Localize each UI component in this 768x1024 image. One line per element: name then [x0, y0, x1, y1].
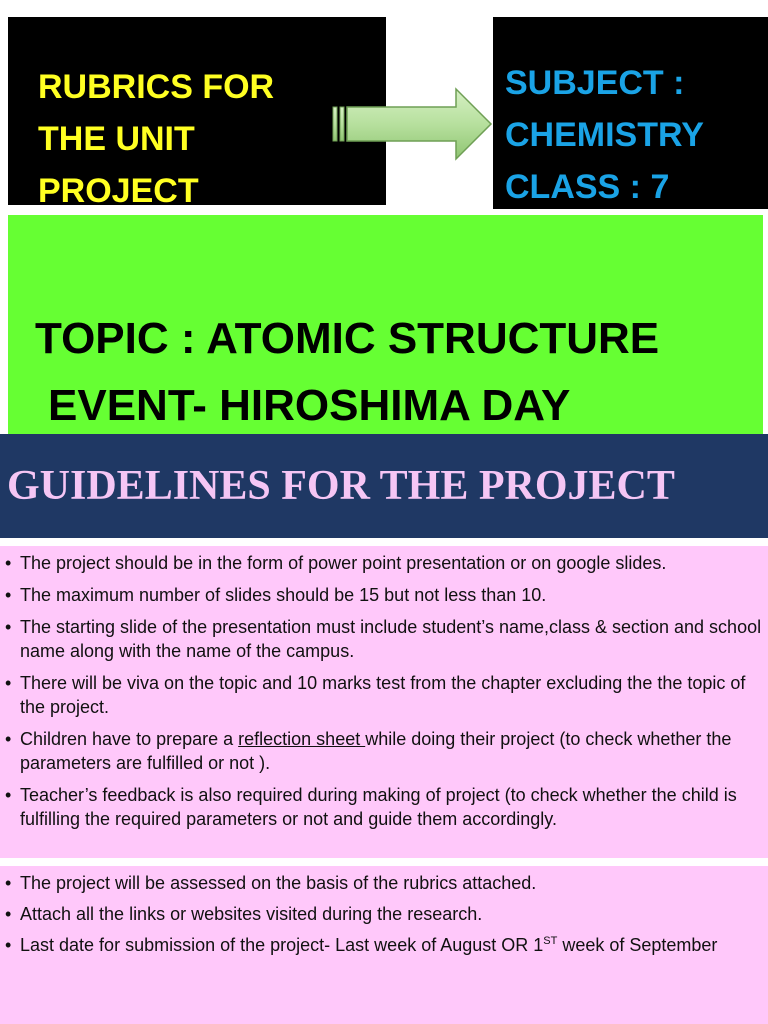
- guideline-item: • There will be viva on the topic and 10 marks test from the chapter excluding the the topic of the project.: [5, 673, 746, 717]
- guideline-item: • Last date for submission of the project- Last week of August OR 1ST week of September: [5, 935, 718, 955]
- guidelines-panel: [0, 546, 768, 858]
- guideline-item: • Teacher’s feedback is also required during making of project (to check whether the child is fulfilling the required parameters or not and guide them accordingly.: [5, 785, 737, 829]
- guideline-item: • The maximum number of slides should be 15 but not less than 10.: [5, 585, 547, 605]
- subject-label: SUBJECT :: [505, 64, 685, 102]
- topic-heading: TOPIC : ATOMIC STRUCTURE: [35, 314, 660, 363]
- reflection-sheet-link[interactable]: reflection sheet: [238, 729, 366, 749]
- guideline-item: • The starting slide of the presentation must include student’s name,class & section and school name along with the name of the campus.: [5, 617, 762, 661]
- superscript-st: ST: [543, 935, 558, 947]
- class-label: CLASS : 7: [505, 168, 670, 206]
- guidelines-list-continued: [0, 866, 768, 957]
- rubrics-title-line-2: THE UNIT: [38, 120, 195, 158]
- guidelines-panel-continued: [0, 866, 768, 1024]
- rubrics-title-line-3: PROJECT: [38, 172, 199, 210]
- guidelines-list: [0, 546, 768, 831]
- rubrics-title-box: [8, 17, 386, 210]
- arrow-right-icon: [331, 87, 493, 161]
- rubrics-title-line-1: RUBRICS FOR: [38, 68, 275, 106]
- guideline-item: • The project will be assessed on the basis of the rubrics attached.: [5, 873, 537, 893]
- guidelines-banner: GUIDELINES FOR THE PROJECT: [0, 434, 768, 538]
- subject-class-box: [493, 17, 768, 209]
- guideline-item: • The project should be in the form of power point presentation or on google slides.: [5, 553, 667, 573]
- guideline-item: • Attach all the links or websites visited during the research.: [5, 904, 483, 924]
- guideline-item: • Children have to prepare a reflection sheet while doing their project (to check whether the parameters are fulfilled or not ).: [5, 729, 732, 773]
- subject-value: CHEMISTRY: [505, 116, 704, 154]
- topic-block: [8, 215, 763, 435]
- event-heading: EVENT- HIROSHIMA DAY: [48, 381, 571, 430]
